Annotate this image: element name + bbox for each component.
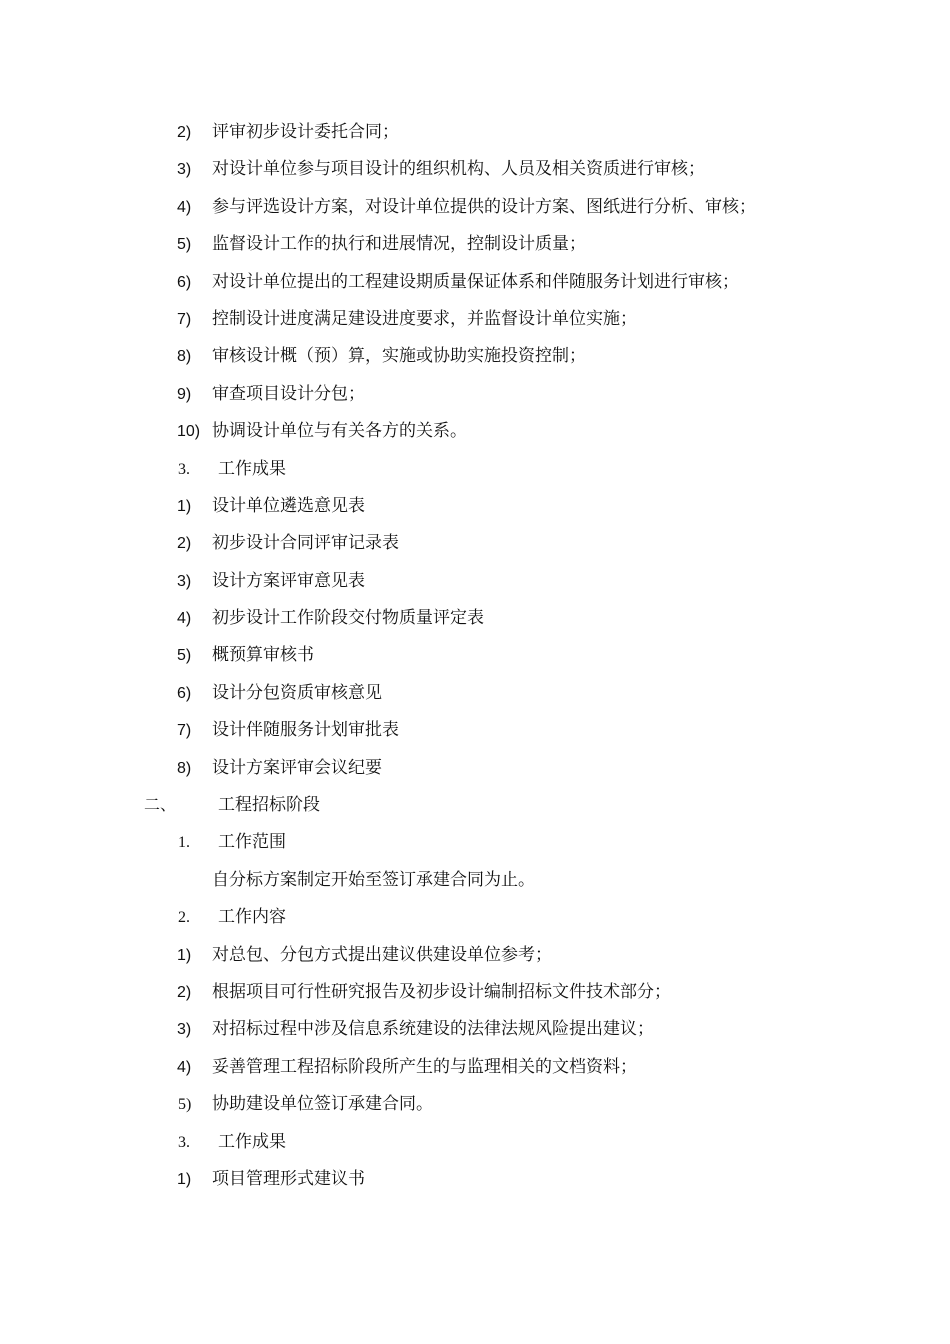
- item-number: 1): [177, 946, 192, 964]
- item-number: 8): [177, 759, 192, 777]
- list-item: [0, 974, 950, 1011]
- list-item: [0, 338, 950, 375]
- item-text: 对设计单位参与项目设计的组织机构、人员及相关资质进行审核；: [212, 159, 705, 180]
- section-title: 工作内容: [218, 907, 286, 928]
- list-item: [0, 226, 950, 263]
- chapter-number: 二、: [144, 797, 177, 815]
- item-number: 6): [177, 273, 192, 291]
- item-text: 初步设计工作阶段交付物质量评定表: [212, 608, 484, 629]
- item-text: 控制设计进度满足建设进度要求，并监督设计单位实施；: [212, 308, 637, 329]
- section-heading: [0, 899, 950, 936]
- item-number: 7): [177, 722, 192, 740]
- item-text: 设计分包资质审核意见: [212, 682, 382, 703]
- list-item: [0, 675, 950, 712]
- item-text: 项目管理形式建议书: [212, 1168, 365, 1189]
- section-title: 工作成果: [218, 1131, 286, 1152]
- item-number: 3): [177, 1021, 192, 1039]
- item-text: 根据项目可行性研究报告及初步设计编制招标文件技术部分；: [212, 981, 671, 1002]
- list-item: [0, 264, 950, 301]
- list-item: [0, 301, 950, 338]
- item-text: 对招标过程中涉及信息系统建设的法律法规风险提出建议；: [212, 1019, 654, 1040]
- item-number: 4): [177, 1058, 192, 1076]
- section-number: 3.: [178, 460, 190, 478]
- item-text: 设计方案评审会议纪要: [212, 757, 382, 778]
- item-number: 8): [177, 348, 192, 366]
- list-item: [0, 750, 950, 787]
- item-text: 对设计单位提出的工程建设期质量保证体系和伴随服务计划进行审核；: [212, 271, 739, 292]
- item-text: 协助建设单位签订承建合同。: [212, 1094, 433, 1115]
- list-item: [0, 937, 950, 974]
- item-text: 概预算审核书: [212, 645, 314, 666]
- item-number: 2): [177, 535, 192, 553]
- item-number: 6): [177, 684, 192, 702]
- item-text: 设计方案评审意见表: [212, 570, 365, 591]
- list-item: [0, 637, 950, 674]
- item-number: 10): [177, 423, 201, 441]
- item-number: 4): [177, 610, 192, 628]
- item-number: 5): [178, 1096, 192, 1114]
- list-item: [0, 1049, 950, 1086]
- item-text: 参与评选设计方案，对设计单位提供的设计方案、图纸进行分析、审核；: [212, 196, 756, 217]
- chapter-heading: [0, 787, 950, 824]
- item-text: 对总包、分包方式提出建议供建设单位参考；: [212, 944, 552, 965]
- item-number: 2): [177, 983, 192, 1001]
- item-number: 1): [177, 497, 192, 515]
- section-heading: [0, 451, 950, 488]
- section-heading: [0, 824, 950, 861]
- list-item: [0, 1086, 950, 1123]
- item-number: 5): [177, 647, 192, 665]
- list-item: [0, 488, 950, 525]
- list-item: [0, 151, 950, 188]
- chapter-title: 工程招标阶段: [218, 795, 320, 816]
- section-number: 2.: [178, 909, 190, 927]
- item-text: 审查项目设计分包；: [212, 383, 365, 404]
- paragraph: [0, 862, 950, 899]
- item-number: 9): [177, 385, 192, 403]
- list-item: [0, 413, 950, 450]
- section-number: 1.: [178, 834, 190, 852]
- section-number: 3.: [178, 1133, 190, 1151]
- item-number: 5): [177, 236, 192, 254]
- item-text: 审核设计概（预）算，实施或协助实施投资控制；: [212, 346, 586, 367]
- section-title: 工作范围: [218, 832, 286, 853]
- section-title: 工作成果: [218, 458, 286, 479]
- item-number: 2): [177, 124, 192, 141]
- item-number: 3): [177, 161, 192, 179]
- list-item: [0, 712, 950, 749]
- list-item: [0, 525, 950, 562]
- document-page: [0, 114, 950, 1198]
- item-number: 3): [177, 572, 192, 590]
- list-item: [0, 114, 950, 151]
- list-item: [0, 1161, 950, 1198]
- item-text: 监督设计工作的执行和进展情况，控制设计质量；: [212, 234, 586, 255]
- paragraph-text: 自分标方案制定开始至签订承建合同为止。: [212, 869, 535, 890]
- item-text: 协调设计单位与有关各方的关系。: [212, 421, 467, 442]
- list-item: [0, 600, 950, 637]
- list-item: [0, 1011, 950, 1048]
- item-text: 评审初步设计委托合同；: [212, 122, 399, 142]
- list-item: [0, 376, 950, 413]
- list-item: [0, 563, 950, 600]
- item-number: 1): [177, 1170, 192, 1188]
- item-number: 7): [177, 310, 192, 328]
- item-text: 妥善管理工程招标阶段所产生的与监理相关的文档资料；: [212, 1056, 637, 1077]
- item-text: 初步设计合同评审记录表: [212, 533, 399, 554]
- item-text: 设计伴随服务计划审批表: [212, 720, 399, 741]
- list-item: [0, 189, 950, 226]
- item-number: 4): [177, 198, 192, 216]
- item-text: 设计单位遴选意见表: [212, 495, 365, 516]
- section-heading: [0, 1124, 950, 1161]
